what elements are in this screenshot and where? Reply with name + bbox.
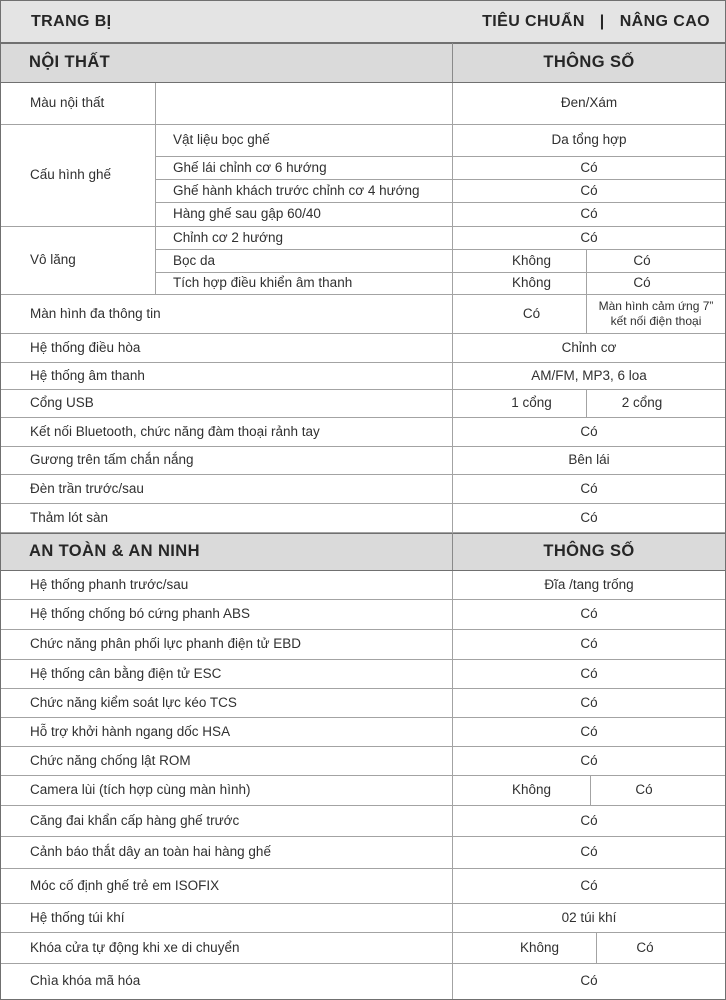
- standard-value: Không: [453, 933, 597, 963]
- spec-row: [1, 418, 725, 447]
- item-label: Màu nội thất: [1, 83, 156, 124]
- equipment-column-header: TRANG BỊ: [31, 12, 112, 30]
- spec-row: [1, 475, 725, 504]
- item-label: Hệ thống cân bằng điện tử ESC: [1, 660, 453, 688]
- section-header-interior: [1, 43, 725, 83]
- item-value: Có: [580, 973, 598, 989]
- advanced-value: Màn hình cảm ứng 7” kết nối điện thoại: [598, 298, 714, 328]
- item-value: Đen/Xám: [560, 95, 618, 111]
- item-label: Móc cố định ghế trẻ em ISOFIX: [1, 869, 453, 903]
- item-value: Có: [580, 606, 598, 622]
- standard-value: Không: [453, 250, 587, 272]
- group-label: Cấu hình ghế: [1, 125, 156, 226]
- standard-value: Không: [453, 776, 591, 805]
- spec-row: [1, 964, 725, 999]
- item-label: Hệ thống phanh trước/sau: [1, 571, 453, 599]
- sub-item-label: Ghế lái chỉnh cơ 6 hướng: [156, 157, 453, 179]
- spec-row: [1, 933, 725, 964]
- spec-row: [1, 295, 725, 334]
- advanced-value: Có: [633, 275, 651, 291]
- item-label: Chức năng chống lật ROM: [1, 747, 453, 775]
- item-value: Có: [580, 752, 598, 768]
- item-value: Đĩa /tang trống: [544, 576, 634, 592]
- spec-row: [1, 747, 725, 776]
- advanced-value: 2 cổng: [621, 395, 663, 411]
- section-header-safety: [1, 533, 725, 571]
- spec-row: [1, 600, 725, 630]
- section-title: NỘI THẤT: [1, 43, 453, 82]
- standard-value: Có: [453, 295, 587, 333]
- sub-item-label: Bọc da: [156, 250, 453, 272]
- item-value: Có: [580, 159, 598, 175]
- item-label: Chìa khóa mã hóa: [1, 964, 453, 999]
- spec-row: [1, 571, 725, 600]
- item-label: Hệ thống âm thanh: [1, 363, 453, 389]
- item-label: Căng đai khẩn cấp hàng ghế trước: [1, 806, 453, 836]
- item-label: Màn hình đa thông tin: [1, 295, 453, 333]
- item-label: Hỗ trợ khởi hành ngang dốc HSA: [1, 718, 453, 746]
- item-label: Chức năng kiểm soát lực kéo TCS: [1, 689, 453, 717]
- group-label: Vô lăng: [1, 227, 156, 294]
- spec-row: [1, 904, 725, 933]
- item-label: Khóa cửa tự động khi xe di chuyển: [1, 933, 453, 963]
- item-label: Hệ thống chống bó cứng phanh ABS: [1, 600, 453, 629]
- item-value: AM/FM, MP3, 6 loa: [531, 367, 647, 383]
- standard-trim-label: TIÊU CHUẨN: [482, 12, 585, 30]
- spec-row: [1, 869, 725, 904]
- standard-value: 1 cổng: [453, 390, 587, 417]
- item-value: Có: [580, 694, 598, 710]
- advanced-value: Có: [633, 252, 651, 268]
- spec-row: [1, 363, 725, 390]
- item-value: Da tổng hợp: [551, 132, 627, 148]
- item-value: Có: [580, 206, 598, 222]
- advanced-value: Có: [635, 782, 653, 798]
- sub-item-label: Vật liệu bọc ghế: [156, 125, 453, 156]
- item-label: Cảnh báo thắt dây an toàn hai hàng ghế: [1, 837, 453, 868]
- item-label: Camera lùi (tích hợp cùng màn hình): [1, 776, 453, 805]
- spec-row: [1, 689, 725, 718]
- sub-row: [156, 227, 725, 250]
- item-label: Cổng USB: [1, 390, 453, 417]
- sub-row: [156, 203, 725, 226]
- spec-group-steering-wheel: [1, 227, 725, 295]
- item-value: Có: [580, 423, 598, 439]
- sub-row: [156, 180, 725, 203]
- item-value: Có: [580, 844, 598, 860]
- spec-column-header: THÔNG SỐ: [543, 52, 635, 71]
- table-header-row: [1, 1, 725, 43]
- spec-row: [1, 390, 725, 418]
- empty-cell: [156, 83, 453, 124]
- item-value: Có: [580, 182, 598, 198]
- sub-row: [156, 157, 725, 180]
- item-label: Thảm lót sàn: [1, 504, 453, 532]
- item-value: Có: [580, 636, 598, 652]
- item-value: Có: [580, 665, 598, 681]
- sub-item-label: Ghế hành khách trước chỉnh cơ 4 hướng: [156, 180, 453, 202]
- standard-value: Không: [453, 273, 587, 294]
- sub-items: [156, 227, 725, 294]
- section-title: AN TOÀN & AN NINH: [1, 533, 453, 570]
- sub-items: [156, 125, 725, 226]
- item-value: Có: [580, 723, 598, 739]
- sub-item-label: Tích hợp điều khiển âm thanh: [156, 273, 453, 294]
- header-separator: |: [599, 12, 605, 30]
- item-value: Có: [580, 812, 598, 828]
- spec-row: [1, 504, 725, 533]
- item-value: Có: [580, 877, 598, 893]
- item-value: Chỉnh cơ: [561, 339, 617, 355]
- spec-row: [1, 806, 725, 837]
- trim-levels-header: [482, 1, 725, 42]
- item-label: Hệ thống điều hòa: [1, 334, 453, 362]
- sub-item-label: Chỉnh cơ 2 hướng: [156, 227, 453, 249]
- spec-row-interior-color: [1, 83, 725, 125]
- sub-row: [156, 125, 725, 157]
- spec-row: [1, 660, 725, 689]
- spec-row: [1, 630, 725, 660]
- item-value: Có: [580, 229, 598, 245]
- advanced-trim-label: NÂNG CAO: [619, 12, 710, 30]
- item-value: 02 túi khí: [561, 909, 617, 925]
- spec-row: [1, 776, 725, 806]
- item-value: Có: [580, 480, 598, 496]
- spec-row: [1, 447, 725, 475]
- spec-column-header: THÔNG SỐ: [543, 541, 635, 560]
- item-label: Kết nối Bluetooth, chức năng đàm thoại rảnh tay: [1, 418, 453, 446]
- sub-row: [156, 250, 725, 273]
- item-value: Bên lái: [568, 452, 610, 468]
- item-label: Chức năng phân phối lực phanh điện tử EBD: [1, 630, 453, 659]
- spec-row: [1, 334, 725, 363]
- spec-row: [1, 718, 725, 747]
- spec-row: [1, 837, 725, 869]
- item-value: Có: [580, 509, 598, 525]
- item-label: Đèn trần trước/sau: [1, 475, 453, 503]
- item-label: Hệ thống túi khí: [1, 904, 453, 932]
- sub-item-label: Hàng ghế sau gập 60/40: [156, 203, 453, 226]
- advanced-value: Có: [636, 939, 654, 955]
- spec-group-seat-config: [1, 125, 725, 227]
- item-label: Gương trên tấm chắn nắng: [1, 447, 453, 474]
- sub-row: [156, 273, 725, 294]
